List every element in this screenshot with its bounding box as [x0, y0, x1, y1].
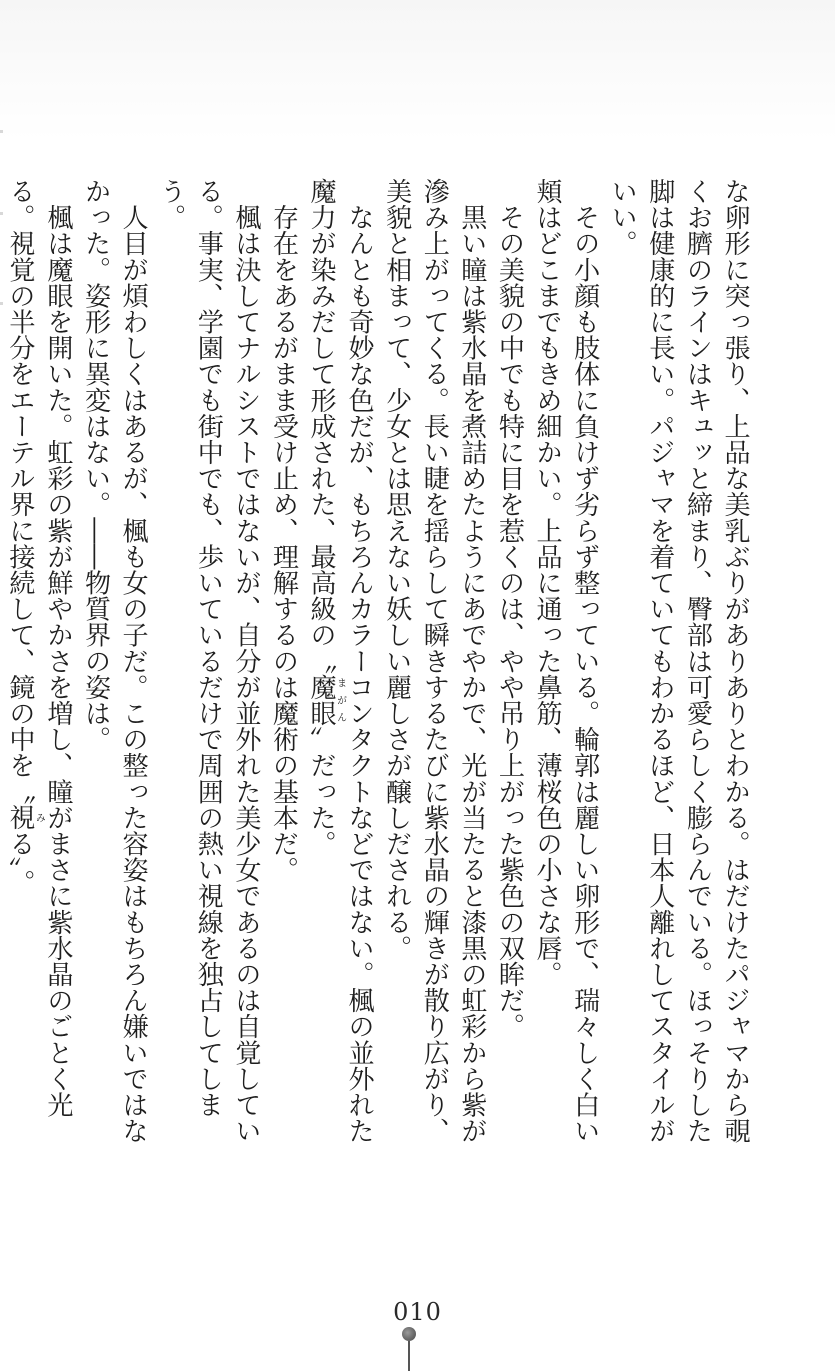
paragraph [76, 178, 151, 1148]
text-segment: 黒い瞳は紫水晶を煮詰めたようにあでやかで、光が当たると漆黒の虹彩から紫が滲み上がってくる。長い睫を揺らして瞬きするたびに紫水晶の輝きが散り広がり、美貌と相まって、少女とは思えない妖しい麗しさが醸しだされる。 [381, 178, 487, 1144]
paragraph [264, 178, 302, 1148]
paragraph [527, 178, 602, 1148]
paragraph [301, 178, 377, 1148]
text-segment: その小顔も肢体に負けず劣らず整っている。輪郭は麗しい卵形で、瑞々しく白い頬はどこまでもきめ細かい。上品に通った鼻筋、薄桜色の小さな唇。 [532, 178, 600, 1144]
text-segment: な卵形に突っ張り、上品な美乳ぶりがありありとわかる。はだけたパジャマから覗くお臍のラインはキュッと締まり、臀部は可愛らしく膨らんでいる。ほっそりした脚は健康的に長い。パジャマを着ていてもわかるほど、日本人離れしてスタイルがいい。 [607, 178, 750, 1144]
page-top-shading [0, 0, 835, 140]
text-segment: 楓は決してナルシストではないが、自分が並外れた美少女であるのは自覚している。事実、学園でも街中でも、歩いているだけで周囲の熱い視線を独占してしまう。 [155, 178, 261, 1144]
page-number: 010 [393, 1298, 442, 1326]
paragraph [490, 178, 528, 1148]
paragraph [603, 178, 753, 1148]
text-segment: なんとも奇妙な色だが、もちろんカラーコンタクトなどではない。楓の並外れた魔力が染みだして形成された、最高級の〝 [306, 178, 375, 1144]
ruby-base: 魔眼 [306, 673, 337, 727]
paragraph [151, 178, 264, 1148]
ruby-annotated-word [4, 804, 45, 831]
text-segment: 存在をあるがまま受け止め、理解するのは魔術の基本だ。 [268, 178, 299, 883]
ruby-annotated-word [306, 673, 346, 727]
text-segment: その美貌の中でも特に目を惹くのは、やや吊り上がった紫色の双眸だ。 [494, 178, 525, 1040]
ruby-reading: み [33, 804, 45, 831]
text-segment: 人目が煩わしくはあるが、楓も女の子だ。この整った容姿はもちろん嫌いではなかった。姿形に異変はない。――物質界の姿は。 [80, 178, 149, 1144]
paragraph [0, 178, 76, 1148]
text-segment: る〟。 [4, 830, 35, 896]
text-segment: 楓は魔眼を開いた。虹彩の紫が鮮やかさを増し、瞳がまさに紫水晶のごとく光る。視覚の半分をエーテル界に接続して、鏡の中を〝 [4, 178, 73, 1118]
page-ornament-line [408, 1341, 410, 1371]
paragraph [377, 178, 490, 1148]
edge-mark [0, 130, 3, 133]
vertical-text-body [4, 178, 753, 1148]
ruby-reading: まがん [334, 673, 346, 727]
text-segment: 〟だった。 [306, 726, 337, 857]
page-ornament-icon [402, 1327, 416, 1341]
ruby-base: 視 [4, 804, 35, 831]
